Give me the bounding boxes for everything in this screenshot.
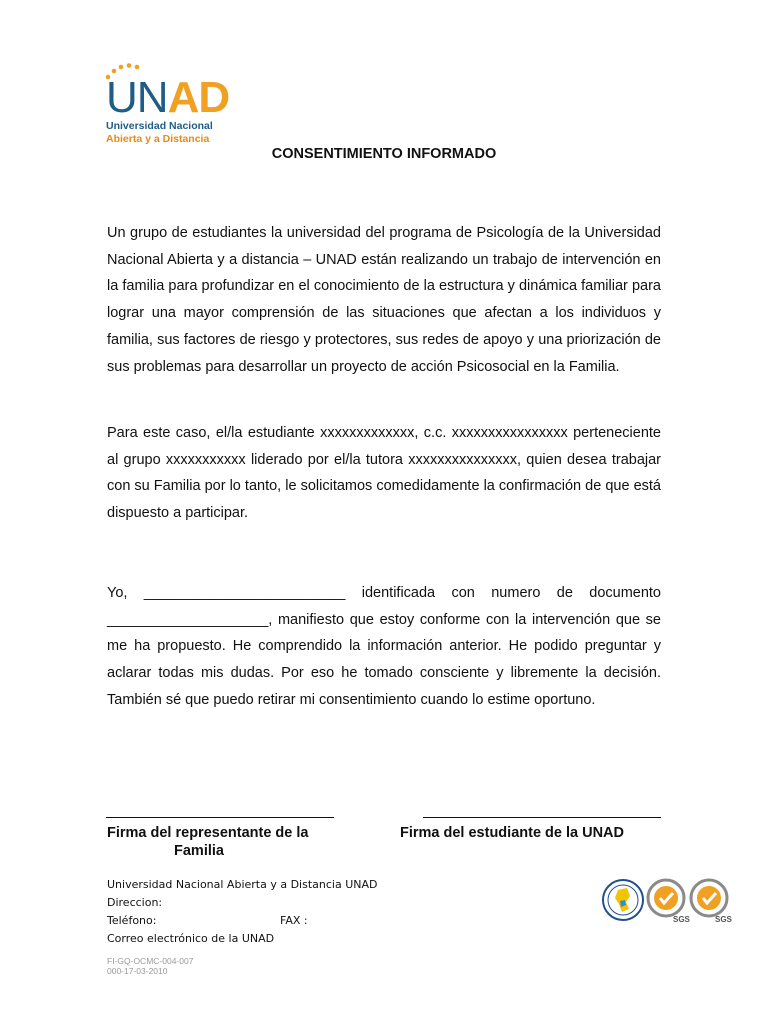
document-code	[107, 956, 193, 976]
logo-wordmark: UNAD	[106, 73, 230, 122]
unad-logo	[104, 62, 230, 148]
family-signature-label-line1: Firma del representante de la	[107, 825, 309, 841]
contact-block	[107, 876, 377, 948]
student-signature-line	[423, 817, 661, 818]
student-signature-label: Firma del estudiante de la UNAD	[400, 825, 624, 841]
contact-address: Direccion:	[107, 896, 163, 909]
contact-fax: FAX :	[280, 914, 308, 927]
document-code-line2: 000-17-03-2010	[107, 966, 168, 976]
contact-phone-row	[107, 912, 377, 930]
contact-phone: Teléfono:	[107, 914, 157, 927]
certification-seals	[602, 876, 732, 926]
contact-university: Universidad Nacional Abierta y a Distancia UNAD	[107, 878, 378, 891]
document-code-line1: FI-GQ-OCMC-004-007	[107, 956, 194, 966]
colombia-seal-icon	[603, 880, 643, 920]
logo-subtitle-line1: Universidad Nacional	[106, 120, 213, 132]
sgs-label-1: SGS	[673, 915, 690, 924]
sgs-certification-icon-2	[691, 880, 732, 924]
paragraph-intro: Un grupo de estudiantes la universidad del programa de Psicología de la Universidad Nacional Abierta y a distancia – UNAD están realizando un trabajo de intervención en la familia para profundizar en el conocimiento de la estructura y dinámica familiar para lograr una mayor comprensión de las situaciones que afectan a los individuos y familia, sus factores de riesgo y protectores, sus redes de apoyo y una priorización de sus problemas para desarrollar un proyecto de acción Psicosocial en la Familia.	[107, 225, 661, 375]
contact-email: Correo electrónico de la UNAD	[107, 932, 275, 945]
family-signature-line	[106, 817, 334, 818]
sgs-label-2: SGS	[715, 915, 732, 924]
family-signature-label	[107, 824, 347, 860]
family-signature-label-line2: Familia	[174, 843, 224, 859]
sgs-certification-icon	[648, 880, 691, 924]
logo-subtitle-line2: Abierta y a Distancia	[106, 133, 210, 145]
paragraph-consent: Yo, _________________________ identificada con numero de documento ____________________, manifiesto que estoy conforme con la intervención que se me ha propuesto. He comprendido la información anterior. He podido preguntar y aclarar todas mis dudas. Por eso he tomado consciente y libremente la decisión. También sé que puedo retirar mi consentimiento cuando lo estime oportuno.	[107, 585, 661, 708]
document-title: CONSENTIMIENTO INFORMADO	[271, 146, 497, 162]
paragraph-request: Para este caso, el/la estudiante xxxxxxxxxxxxx, c.c. xxxxxxxxxxxxxxxx perteneciente al grupo xxxxxxxxxxx liderado por el/la tutora xxxxxxxxxxxxxxx, quien desea trabajar con su Familia por lo tanto, le solicitamos comedidamente la confirmación de que está dispuesto a participar.	[107, 425, 661, 522]
